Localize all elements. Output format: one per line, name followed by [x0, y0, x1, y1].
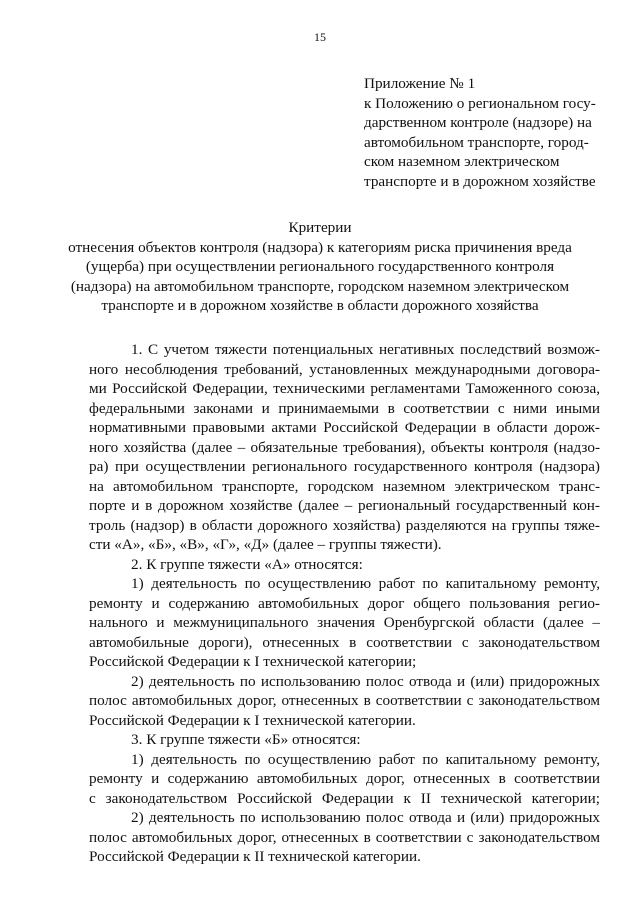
- body-line: нального и межмуниципального значения Оренбургской области (далее –: [89, 614, 600, 631]
- body-line: ного несоблюдения требований, установленных международными договора-: [89, 360, 600, 378]
- body-line: Российской Федерации к II технической категории.: [89, 848, 421, 865]
- body-line: с законодательством Российской Федерации к II технической категории;: [89, 789, 600, 807]
- page-number: 15: [314, 30, 326, 44]
- body-line: полос автомобильных дорог, отнесенных в соответствии с законодательством: [89, 828, 600, 846]
- body-line: ми Российской Федерации, техническими регламентами Таможенного союза,: [89, 380, 600, 397]
- body-line: порте и в дорожном хозяйстве (далее – региональный государственный кон-: [89, 497, 600, 514]
- body-line: Российской Федерации к I технической категории.: [89, 711, 416, 729]
- title-heading: Критерии: [288, 219, 352, 236]
- body-line: ремонту и содержанию автомобильных дорог общего пользования регио-: [89, 594, 600, 612]
- title-line: (ущерба) при осуществлении регионального государственного контроля: [85, 258, 555, 276]
- body-line: на автомобильном транспорте, городском наземном электрическом транс-: [89, 477, 600, 495]
- title-line: (надзора) на автомобильном транспорте, городском наземном электрическом: [70, 277, 570, 295]
- appendix-line: ском наземном электрическом: [364, 153, 560, 171]
- body-line: полос автомобильных дорог, отнесенных в соответствии с законодательством: [89, 692, 600, 709]
- body-line: 3. К группе тяжести «Б» относятся:: [131, 731, 361, 748]
- appendix-line: Приложение № 1: [364, 75, 476, 92]
- body-line: сти «А», «Б», «В», «Г», «Д» (далее – группы тяжести).: [89, 536, 442, 553]
- body-line: ремонту и содержанию автомобильных дорог, отнесенных в соответствии: [89, 770, 600, 787]
- document-title: [0, 218, 640, 316]
- body-line: федеральными законами и принимаемыми в соответствии с ними иными: [89, 399, 600, 417]
- body-line: 2) деятельность по использованию полос отвода и (или) придорожных: [131, 809, 600, 826]
- body-line: 2) деятельность по использованию полос отвода и (или) придорожных: [131, 672, 600, 690]
- body-line: автомобильные дороги), отнесенных в соответствии с законодательством: [89, 633, 600, 651]
- body-line: 2. К группе тяжести «А» относятся:: [131, 555, 363, 573]
- body-line: нормативными правовыми актами Российской Федерации в области дорож-: [89, 419, 600, 436]
- body-line: троль (надзор) в области дорожного хозяйства) разделяются на группы тяже-: [89, 516, 600, 534]
- appendix-line: автомобильном транспорте, город-: [364, 133, 589, 151]
- appendix-line: к Положению о региональном госу-: [364, 94, 596, 112]
- appendix-line: транспорте и в дорожном хозяйстве: [364, 172, 596, 190]
- document-body: [89, 340, 600, 867]
- body-line: ного хозяйства (далее – обязательные требования), объекты контроля (надзо-: [89, 438, 600, 456]
- body-line: Российской Федерации к I технической категории;: [89, 653, 417, 670]
- appendix-header: [364, 74, 609, 192]
- appendix-line: дарственном контроле (надзоре) на: [364, 114, 592, 132]
- title-line: транспорте и в дорожном хозяйстве в области дорожного хозяйства: [101, 297, 539, 315]
- body-line: 1) деятельность по осуществлению работ по капитальному ремонту,: [131, 575, 600, 592]
- title-line: отнесения объектов контроля (надзора) к категориям риска причинения вреда: [68, 238, 572, 256]
- body-line: 1) деятельность по осуществлению работ по капитальному ремонту,: [131, 750, 600, 768]
- body-line: 1. С учетом тяжести потенциальных негативных последствий возмож-: [131, 341, 600, 358]
- body-line: ра) при осуществлении регионального государственного контроля (надзора): [89, 458, 600, 475]
